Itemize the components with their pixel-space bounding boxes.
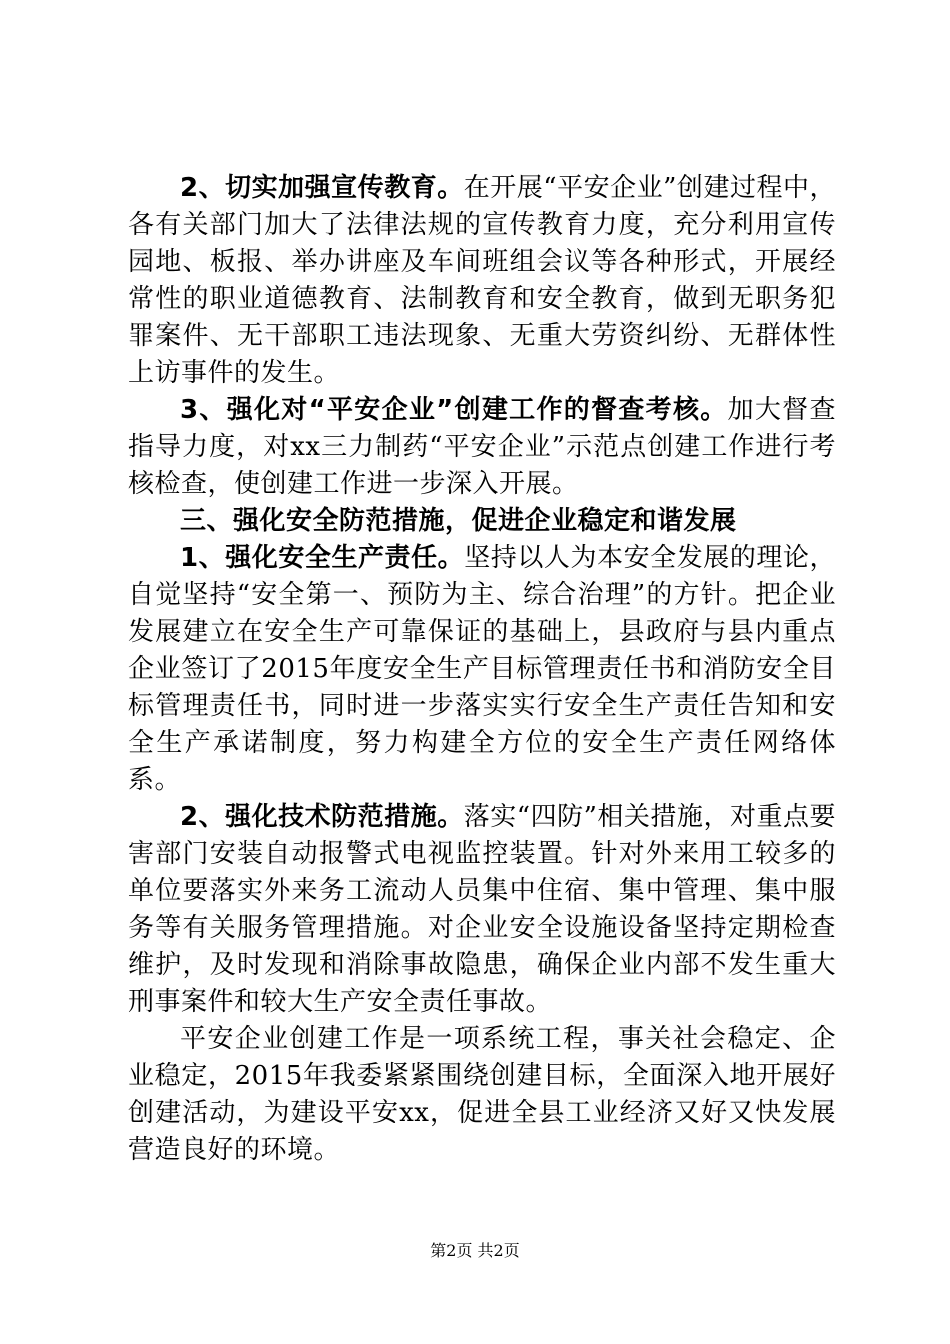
paragraph-safety-responsibility <box>128 540 836 799</box>
paragraph-text: 在开展“平安企业”创建过程中，各有关部门加大了法律法规的宣传教育力度，充分利用宣传园地、板报、举办讲座及车间班组会议等各种形式，开展经常性的职业道德教育、法制教育和安全教育，做到无职务犯罪案件、无干部职工违法现象、无重大劳资纠纷、无群体性上访事件的发生。 <box>128 173 836 388</box>
paragraph-technical-measures <box>128 799 836 1021</box>
paragraph-lead: 2、切实加强宣传教育。 <box>180 173 464 203</box>
document-body <box>128 170 836 1169</box>
paragraph-text: 坚持以人为本安全发展的理论，自觉坚持“安全第一、预防为主、综合治理”的方针。把企业发展建立在安全生产可靠保证的基础上，县政府与县内重点企业签订了2015年度安全生产目标管理责任书和消防安全目标管理责任书，同时进一步落实实行安全生产责任告知和安全生产承诺制度，努力构建全方位的安全生产责任网络体系。 <box>128 543 836 795</box>
paragraph-text: 加大督查指导力度，对xx三力制药“平安企业”示范点创建工作进行考核检查，使创建工作进一步深入开展。 <box>128 395 836 499</box>
paragraph-publicity-education <box>128 170 836 392</box>
paragraph-supervision <box>128 392 836 503</box>
paragraph-text: 落实“四防”相关措施，对重点要害部门安装自动报警式电视监控装置。针对外来用工较多的单位要落实外来务工流动人员集中住宿、集中管理、集中服务等有关服务管理措施。对企业安全设施设备坚持定期检查维护，及时发现和消除事故隐患，确保企业内部不发生重大刑事案件和较大生产安全责任事故。 <box>128 802 836 1017</box>
paragraph-closing: 平安企业创建工作是一项系统工程，事关社会稳定、企业稳定，2015年我委紧紧围绕创建目标，全面深入地开展好创建活动，为建设平安xx，促进全县工业经济又好又快发展营造良好的环境。 <box>128 1024 836 1165</box>
paragraph-lead: 3、强化对“平安企业”创建工作的督查考核。 <box>180 395 728 425</box>
section-heading: 三、强化安全防范措施，促进企业稳定和谐发展 <box>180 506 737 536</box>
paragraph-lead: 1、强化安全生产责任。 <box>180 543 465 573</box>
paragraph-lead: 2、强化技术防范措施。 <box>180 802 464 832</box>
page-footer: 第2页 共2页 <box>430 1241 520 1260</box>
